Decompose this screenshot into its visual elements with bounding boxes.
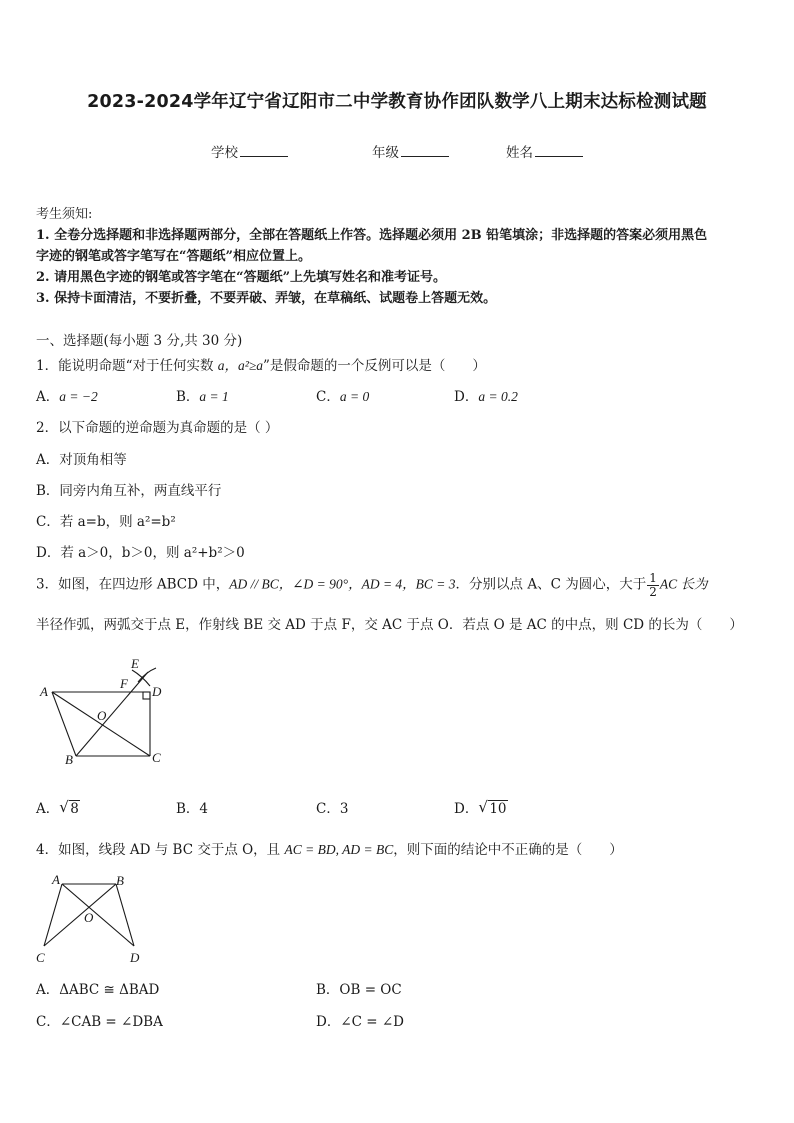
name-field [506, 141, 583, 161]
q4-label-d: D [130, 950, 140, 965]
notice-line-1a: 1. 全卷分选择题和非选择题两部分，全部在答题纸上作答。选择题必须用 2B 铅笔填涂；非选择题的答案必须用黑色 [36, 228, 708, 243]
notice-line-3: 3. 保持卡面清洁，不要折叠，不要弄破、弄皱，在草稿纸、试题卷上答题无效。 [36, 291, 497, 306]
q4-stem [36, 838, 623, 858]
q4-label-a: A [52, 872, 60, 887]
school-label: 学校 [211, 145, 238, 161]
q3-label-c: C [152, 750, 161, 765]
name-blank [535, 144, 583, 157]
q1-option-a-value: a = −2 [59, 389, 98, 404]
q3-option-c: C．3 [316, 801, 349, 817]
q3-option-d-sqrt: √ 10 [478, 798, 507, 817]
q2-option-d: D．若 a＞0，b＞0，则 a²+b²＞0 [36, 545, 245, 561]
grade-blank [401, 144, 449, 157]
q1-option-a [36, 385, 98, 405]
q1-stem-b: ”是假命题的一个反例可以是（ ） [263, 358, 486, 374]
q1-option-d [454, 385, 518, 405]
q3-label-f: F [120, 676, 128, 691]
q3-label-o: O [97, 708, 107, 723]
q1-option-d-value: a = 0.2 [478, 389, 518, 404]
school-field [211, 141, 288, 161]
q3-label-b: B [65, 752, 73, 767]
q3-line-2: 半径作弧，两弧交于点 E，作射线 BE 交 AD 于点 F，交 AC 于点 O．若点 O 是 AC 的中点，则 CD 的长为（ ） [36, 617, 743, 633]
section-heading: 一、选择题(每小题 3 分,共 30 分) [36, 333, 243, 349]
q3-label-a: A [40, 684, 48, 699]
q3-fraction [647, 572, 659, 598]
notice-line-2: 2. 请用黑色字迹的钢笔或答字笔在“答题纸”上先填写姓名和准考证号。 [36, 270, 447, 285]
q3-label-d: D [152, 684, 162, 699]
q3-line-1 [36, 572, 708, 598]
q4-label-b: B [116, 873, 124, 888]
q3-fraction-den: 2 [649, 584, 657, 599]
q2-option-b: B．同旁内角互补，两直线平行 [36, 483, 222, 499]
q3-line-1a: 3．如图，在四边形 ABCD 中， [36, 576, 230, 593]
q3-option-a [36, 797, 80, 817]
q4-option-d: D．∠C = ∠D [316, 1014, 404, 1030]
q1-option-b-label: B． [176, 389, 200, 405]
q4-option-c: C．∠CAB = ∠DBA [36, 1014, 163, 1030]
q1-stem [36, 354, 486, 374]
q4-segment-ac [44, 884, 62, 946]
q4-label-o: O [84, 910, 94, 925]
q3-right-angle-mark [143, 692, 150, 699]
q3-line-1c: ．分别以点 A、C 为圆心，大于 [455, 576, 647, 593]
q3-fraction-num: 1 [649, 571, 657, 585]
notice-line-1b: 字迹的钢笔或答字笔写在“答题纸”相应位置上。 [36, 249, 311, 264]
name-label: 姓名 [506, 145, 533, 161]
q1-option-c [316, 385, 369, 405]
q4-stem-a: 4．如图，线段 AD 与 BC 交于点 O，且 [36, 842, 285, 858]
q3-option-d-radicand: 10 [489, 801, 507, 817]
q3-ray-be [76, 672, 148, 756]
q4-given: AC = BD, AD = BC [284, 842, 394, 857]
q1-option-c-value: a = 0 [339, 389, 370, 404]
q1-var: a [217, 358, 225, 373]
q1-option-b-value: a = 1 [199, 389, 229, 404]
q3-segment-ab [52, 692, 76, 756]
q1-stem-a: 1．能说明命题“对于任何实数 [36, 358, 218, 374]
q2-option-c: C．若 a=b，则 a²=b² [36, 514, 176, 530]
q4-option-b: B．OB = OC [316, 982, 402, 998]
q4-segment-bd [116, 884, 134, 946]
q1-condition: ，a²≥a [224, 358, 264, 373]
q4-segment-ad [62, 884, 134, 946]
q1-option-b [176, 385, 229, 405]
grade-label: 年级 [372, 145, 399, 161]
q3-option-a-label: A． [36, 801, 60, 817]
school-blank [240, 144, 288, 157]
q2-stem: 2．以下命题的逆命题为真命题的是（ ） [36, 420, 279, 436]
q4-figure [32, 870, 152, 968]
q3-label-e: E [131, 656, 139, 671]
q3-option-a-sqrt: √ 8 [59, 798, 79, 817]
q3-figure [36, 652, 176, 770]
q2-option-a: A．对顶角相等 [36, 452, 127, 468]
q3-option-a-radicand: 8 [70, 801, 79, 817]
q4-segment-bc [44, 884, 116, 946]
q4-stem-c: ，则下面的结论中不正确的是（ ） [393, 842, 623, 858]
q3-line-1d: AC 长为 [659, 576, 708, 592]
page-title: 2023-2024学年辽宁省辽阳市二中学教育协作团队数学八上期末达标检测试题 [87, 92, 707, 112]
q1-option-c-label: C． [316, 389, 340, 405]
grade-field [372, 141, 449, 161]
q1-option-d-label: D． [454, 389, 479, 405]
q1-option-a-label: A． [36, 389, 60, 405]
q3-option-d [454, 797, 508, 817]
q3-segment-ac [52, 692, 150, 756]
q3-option-b: B．4 [176, 801, 209, 817]
q3-option-d-label: D． [454, 801, 479, 817]
notice-heading: 考生须知: [36, 207, 93, 222]
q4-option-a: A．ΔABC ≅ ΔBAD [36, 982, 160, 998]
q4-label-c: C [36, 950, 45, 965]
q3-given: AD // BC，∠D = 90°，AD = 4，BC = 3 [229, 576, 456, 592]
